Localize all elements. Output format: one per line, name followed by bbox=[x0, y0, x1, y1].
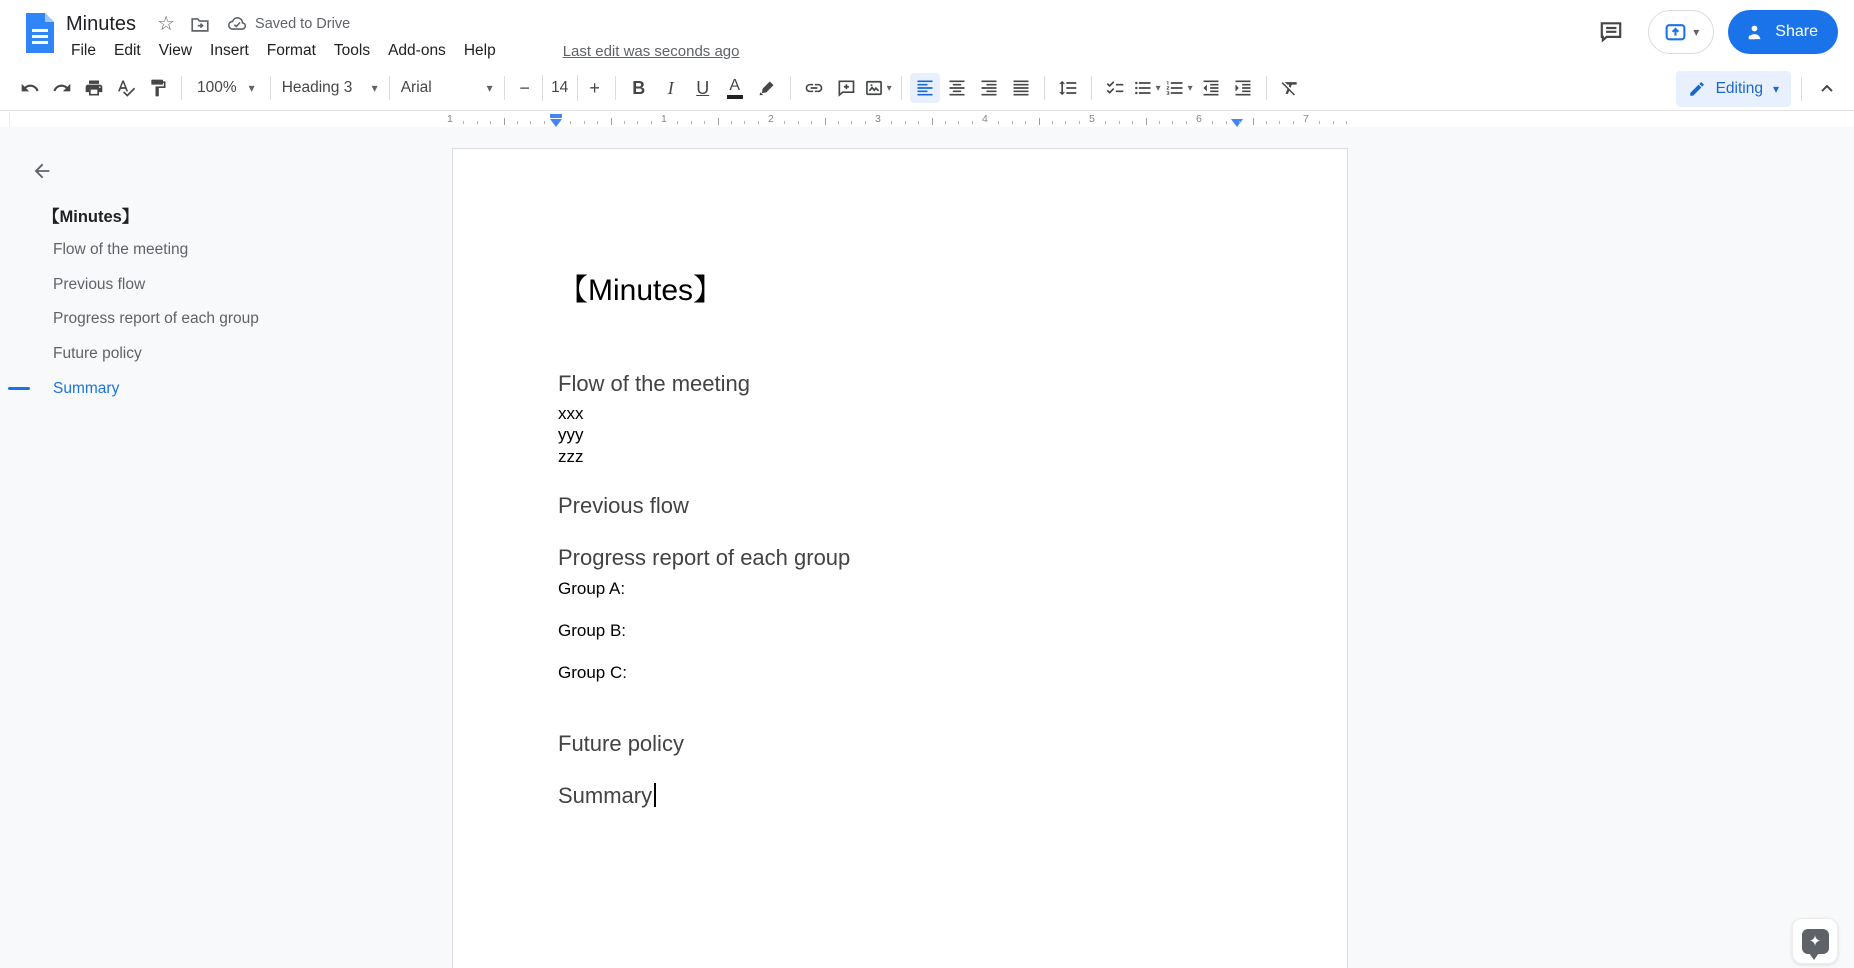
pencil-icon bbox=[1688, 80, 1706, 98]
toolbar-separator bbox=[181, 76, 182, 100]
decrease-font-size-button[interactable]: − bbox=[519, 77, 530, 98]
font-family-value: Arial bbox=[400, 79, 432, 96]
ruler-tick bbox=[1146, 118, 1147, 125]
horizontal-ruler bbox=[0, 112, 1854, 127]
toolbar-separator bbox=[615, 76, 616, 100]
ruler-tick bbox=[1039, 118, 1040, 125]
chevron-down-icon: ▾ bbox=[886, 82, 892, 94]
doc-body-text[interactable]: zzz bbox=[558, 446, 584, 466]
left-indent-marker[interactable] bbox=[550, 119, 562, 127]
paragraph-style-value: Heading 3 bbox=[281, 79, 353, 96]
active-outline-indicator bbox=[8, 387, 30, 390]
doc-h3-text[interactable]: Previous flow bbox=[558, 492, 689, 518]
ruler-tick bbox=[1319, 121, 1320, 124]
decrease-indent-button[interactable] bbox=[1196, 73, 1226, 103]
toolbar-separator bbox=[504, 76, 505, 100]
redo-button[interactable] bbox=[47, 73, 77, 103]
paragraph-style-select[interactable] bbox=[278, 73, 382, 103]
toolbar-separator bbox=[790, 76, 791, 100]
explore-icon bbox=[1802, 929, 1829, 954]
ruler-tick bbox=[637, 121, 638, 124]
ruler-tick bbox=[972, 121, 973, 124]
doc-blank-line[interactable] bbox=[558, 324, 1242, 345]
ruler-tick bbox=[891, 121, 892, 124]
ruler-tick bbox=[1119, 121, 1120, 124]
print-icon bbox=[84, 78, 104, 98]
ruler-tick bbox=[905, 121, 906, 124]
ruler-tick bbox=[811, 121, 812, 124]
share-person-icon bbox=[1744, 22, 1765, 43]
toolbar-separator bbox=[901, 76, 902, 100]
ruler-tick bbox=[865, 121, 866, 124]
header bbox=[0, 0, 1854, 66]
ruler-number: 3 bbox=[875, 113, 881, 125]
folder-move-icon bbox=[189, 13, 211, 35]
share-button[interactable] bbox=[1728, 10, 1838, 54]
toolbar-separator bbox=[1266, 76, 1267, 100]
ruler-tick bbox=[718, 118, 719, 125]
ruler-tick bbox=[651, 121, 652, 124]
ruler-tick bbox=[758, 121, 759, 124]
outline-items bbox=[0, 233, 385, 406]
toolbar-separator bbox=[1044, 76, 1045, 100]
doc-blank-line[interactable] bbox=[558, 641, 1242, 662]
align-justify-icon bbox=[1011, 78, 1031, 98]
outline-item-previous-flow[interactable]: Previous flow bbox=[53, 275, 146, 293]
line-spacing-button[interactable] bbox=[1053, 73, 1083, 103]
menu-item-insert[interactable]: Insert bbox=[210, 42, 249, 59]
ruler-tick bbox=[597, 121, 598, 124]
italic-button[interactable] bbox=[656, 73, 686, 103]
ruler-tick bbox=[624, 121, 625, 124]
clear-formatting-icon bbox=[1280, 78, 1300, 98]
ruler-tick bbox=[570, 121, 571, 124]
text-cursor bbox=[654, 783, 656, 807]
ruler-tick bbox=[677, 121, 678, 124]
right-indent-marker[interactable] bbox=[1231, 119, 1243, 127]
ruler-number: 1 bbox=[661, 113, 667, 125]
ruler-tick bbox=[1079, 121, 1080, 124]
doc-body-text[interactable]: Group B: bbox=[558, 621, 627, 640]
undo-button[interactable] bbox=[15, 73, 45, 103]
insert-link-button[interactable] bbox=[799, 73, 829, 103]
ruler-tick bbox=[1266, 121, 1267, 124]
font-size-input[interactable]: 14 bbox=[542, 75, 578, 101]
docs-logo-icon[interactable] bbox=[24, 11, 56, 55]
checklist-button[interactable] bbox=[1100, 73, 1130, 103]
ruler-tick bbox=[798, 121, 799, 124]
ruler-tick bbox=[1105, 121, 1106, 124]
ruler-tick bbox=[1293, 121, 1294, 124]
ruler-tick bbox=[1346, 121, 1347, 124]
print-button[interactable] bbox=[79, 73, 109, 103]
ruler-tick bbox=[1159, 121, 1160, 124]
doc-body-text[interactable]: Group C: bbox=[558, 663, 627, 683]
ruler-tick bbox=[1333, 121, 1334, 124]
outline-heading-title[interactable]: 【Minutes】 bbox=[43, 208, 139, 226]
move-to-folder-button[interactable] bbox=[186, 10, 214, 38]
toolbar-separator bbox=[270, 76, 271, 100]
ruler-tick bbox=[998, 121, 999, 124]
menu-item-format[interactable]: Format bbox=[266, 42, 316, 59]
bulleted-list-button[interactable] bbox=[1132, 73, 1162, 103]
italic-icon: I bbox=[667, 77, 674, 98]
zoom-value: 100% bbox=[197, 79, 237, 96]
editing-mode-select[interactable] bbox=[1676, 71, 1791, 107]
link-icon bbox=[804, 78, 824, 98]
ruler-number: 4 bbox=[982, 113, 988, 125]
doc-h3-text[interactable]: Summary bbox=[558, 782, 1242, 810]
bold-icon: B bbox=[632, 77, 646, 98]
doc-h3-text[interactable]: Progress report of each group bbox=[558, 545, 851, 571]
ruler-number: 1 bbox=[447, 113, 453, 125]
chevron-down-icon: ▾ bbox=[248, 81, 255, 95]
undo-icon bbox=[20, 78, 40, 98]
menu-item-file[interactable]: File bbox=[71, 42, 96, 59]
present-dropdown-icon: ▾ bbox=[1693, 25, 1700, 39]
chevron-down-icon: ▾ bbox=[1187, 82, 1193, 94]
share-button-label: Share bbox=[1775, 23, 1818, 40]
present-to-meeting-icon bbox=[1663, 20, 1688, 45]
ruler-tick bbox=[544, 121, 545, 124]
first-line-indent-marker[interactable] bbox=[550, 114, 562, 118]
decrease-indent-icon bbox=[1201, 78, 1221, 98]
ruler-tick bbox=[1279, 121, 1280, 124]
present-button[interactable] bbox=[1648, 10, 1714, 54]
back-arrow-icon bbox=[31, 160, 53, 182]
ruler-tick bbox=[1012, 121, 1013, 124]
toolbar-separator bbox=[389, 76, 390, 100]
font-size-control bbox=[512, 73, 608, 103]
ruler-tick bbox=[477, 121, 478, 124]
highlighter-icon bbox=[757, 78, 777, 98]
numbered-list-icon bbox=[1165, 78, 1185, 98]
add-comment-button[interactable] bbox=[831, 73, 861, 103]
add-comment-icon bbox=[836, 78, 856, 98]
open-comments-button[interactable] bbox=[1588, 9, 1634, 55]
toolbar-separator bbox=[1091, 76, 1092, 100]
mode-area bbox=[1676, 66, 1842, 111]
line-spacing-icon bbox=[1058, 78, 1078, 98]
document-page[interactable] bbox=[452, 148, 1348, 968]
ruler-tick bbox=[918, 121, 919, 124]
doc-h3-text[interactable]: Future policy bbox=[558, 730, 684, 756]
chevron-up-icon bbox=[1817, 79, 1837, 99]
ruler-tick bbox=[838, 121, 839, 124]
checklist-icon bbox=[1105, 78, 1125, 98]
ruler-tick bbox=[1025, 121, 1026, 124]
title-area bbox=[66, 10, 350, 38]
ruler-tick bbox=[517, 121, 518, 124]
bulleted-list-icon bbox=[1133, 78, 1153, 98]
chevron-down-icon: ▾ bbox=[486, 81, 493, 95]
text-color-button[interactable] bbox=[720, 73, 750, 103]
increase-font-size-button[interactable]: + bbox=[589, 77, 600, 98]
chevron-down-icon: ▾ bbox=[1155, 82, 1161, 94]
ruler-number: 2 bbox=[768, 113, 774, 125]
ruler-tick bbox=[784, 121, 785, 124]
insert-image-button[interactable] bbox=[863, 73, 893, 103]
outline-panel bbox=[0, 127, 385, 968]
star-icon: ☆ bbox=[157, 13, 175, 35]
saved-status[interactable] bbox=[226, 13, 350, 35]
ruler-tick bbox=[1065, 121, 1066, 124]
ruler-tick bbox=[932, 118, 933, 125]
outline-item-flow-of-the-meeting[interactable]: Flow of the meeting bbox=[53, 241, 189, 259]
doc-body-text[interactable]: yyy bbox=[558, 425, 584, 445]
menu-item-edit[interactable]: Edit bbox=[113, 42, 141, 59]
zoom-select[interactable] bbox=[189, 73, 263, 103]
star-button[interactable] bbox=[152, 10, 180, 38]
ruler-tick bbox=[584, 121, 585, 124]
align-right-icon bbox=[979, 78, 999, 98]
ruler-tick bbox=[1052, 121, 1053, 124]
ruler-tick bbox=[1253, 118, 1254, 125]
ruler-number: 7 bbox=[1303, 113, 1309, 125]
ruler-tick bbox=[704, 121, 705, 124]
header-actions bbox=[1588, 7, 1838, 57]
chevron-down-icon: ▾ bbox=[1772, 81, 1779, 96]
ruler-tick bbox=[958, 121, 959, 124]
align-left-button[interactable] bbox=[910, 73, 940, 103]
saved-status-label: Saved to Drive bbox=[255, 16, 351, 32]
ruler-tick bbox=[1226, 121, 1227, 124]
align-center-icon bbox=[947, 78, 967, 98]
doc-h3-text[interactable]: Flow of the meeting bbox=[558, 370, 750, 396]
last-edit-status[interactable]: Last edit was seconds ago bbox=[562, 42, 740, 60]
close-outline-button[interactable] bbox=[22, 151, 62, 191]
menu-item-tools[interactable]: Tools bbox=[333, 42, 371, 59]
ruler-tick bbox=[463, 121, 464, 124]
ruler-tick bbox=[1239, 121, 1240, 124]
image-icon bbox=[864, 78, 884, 98]
underline-icon: U bbox=[696, 77, 710, 98]
align-left-icon bbox=[915, 78, 935, 98]
outline-item-summary[interactable]: Summary bbox=[0, 371, 385, 406]
menu-item-add-ons[interactable]: Add-ons bbox=[388, 42, 446, 59]
clear-formatting-button[interactable] bbox=[1275, 73, 1305, 103]
doc-blank-line[interactable] bbox=[558, 684, 1242, 705]
ruler-tick bbox=[825, 118, 826, 125]
doc-title-text[interactable]: 【Minutes】 bbox=[558, 274, 724, 307]
increase-indent-icon bbox=[1233, 78, 1253, 98]
doc-blank-line[interactable] bbox=[558, 599, 1242, 620]
menu-bar bbox=[62, 37, 739, 65]
toolbar-separator bbox=[1801, 77, 1802, 101]
outline-item-progress-report-of-each-group[interactable]: Progress report of each group bbox=[53, 310, 259, 328]
font-family-select[interactable] bbox=[397, 73, 497, 103]
ruler-tick bbox=[611, 118, 612, 125]
bold-button[interactable] bbox=[624, 73, 654, 103]
doc-body-text[interactable]: xxx bbox=[558, 404, 584, 423]
redo-icon bbox=[52, 78, 72, 98]
editing-mode-label: Editing bbox=[1715, 79, 1763, 97]
menu-item-help[interactable]: Help bbox=[463, 42, 496, 59]
highlight-color-button[interactable] bbox=[752, 73, 782, 103]
increase-indent-button[interactable] bbox=[1228, 73, 1258, 103]
explore-button[interactable] bbox=[1792, 918, 1838, 964]
ruler-tick bbox=[530, 121, 531, 124]
explore-star-glyph: ✦ bbox=[1808, 933, 1822, 950]
spell-check-icon bbox=[116, 78, 136, 98]
doc-body-text[interactable]: Group A: bbox=[558, 578, 626, 598]
hide-menus-button[interactable] bbox=[1812, 74, 1842, 104]
underline-button[interactable] bbox=[688, 73, 718, 103]
ruler-tick bbox=[691, 121, 692, 124]
paint-format-button[interactable] bbox=[143, 73, 173, 103]
menu-item-view[interactable]: View bbox=[158, 42, 193, 59]
align-center-button[interactable] bbox=[942, 73, 972, 103]
align-right-button[interactable] bbox=[974, 73, 1004, 103]
comment-icon bbox=[1598, 19, 1624, 45]
align-justify-button[interactable] bbox=[1006, 73, 1036, 103]
outline-item-future-policy[interactable]: Future policy bbox=[53, 345, 142, 363]
toolbar bbox=[0, 66, 1854, 111]
ruler-number: 5 bbox=[1089, 113, 1095, 125]
spell-check-button[interactable] bbox=[111, 73, 141, 103]
chevron-down-icon: ▾ bbox=[371, 81, 378, 95]
ruler-tick bbox=[731, 121, 732, 124]
ruler-number: 6 bbox=[1196, 113, 1202, 125]
ruler-tick bbox=[945, 121, 946, 124]
paint-format-icon bbox=[148, 78, 168, 98]
ruler-tick bbox=[744, 121, 745, 124]
document-title-input[interactable]: Minutes bbox=[66, 12, 137, 35]
cloud-done-icon bbox=[226, 13, 248, 35]
text-color-icon: A bbox=[727, 78, 743, 99]
ruler-tick bbox=[1186, 121, 1187, 124]
numbered-list-button[interactable] bbox=[1164, 73, 1194, 103]
ruler-tick bbox=[851, 121, 852, 124]
ruler-tick bbox=[504, 118, 505, 125]
ruler-tick bbox=[490, 121, 491, 124]
ruler-tick bbox=[1132, 121, 1133, 124]
ruler-tick bbox=[1172, 121, 1173, 124]
document-canvas bbox=[0, 127, 1854, 968]
ruler-tick bbox=[1212, 121, 1213, 124]
